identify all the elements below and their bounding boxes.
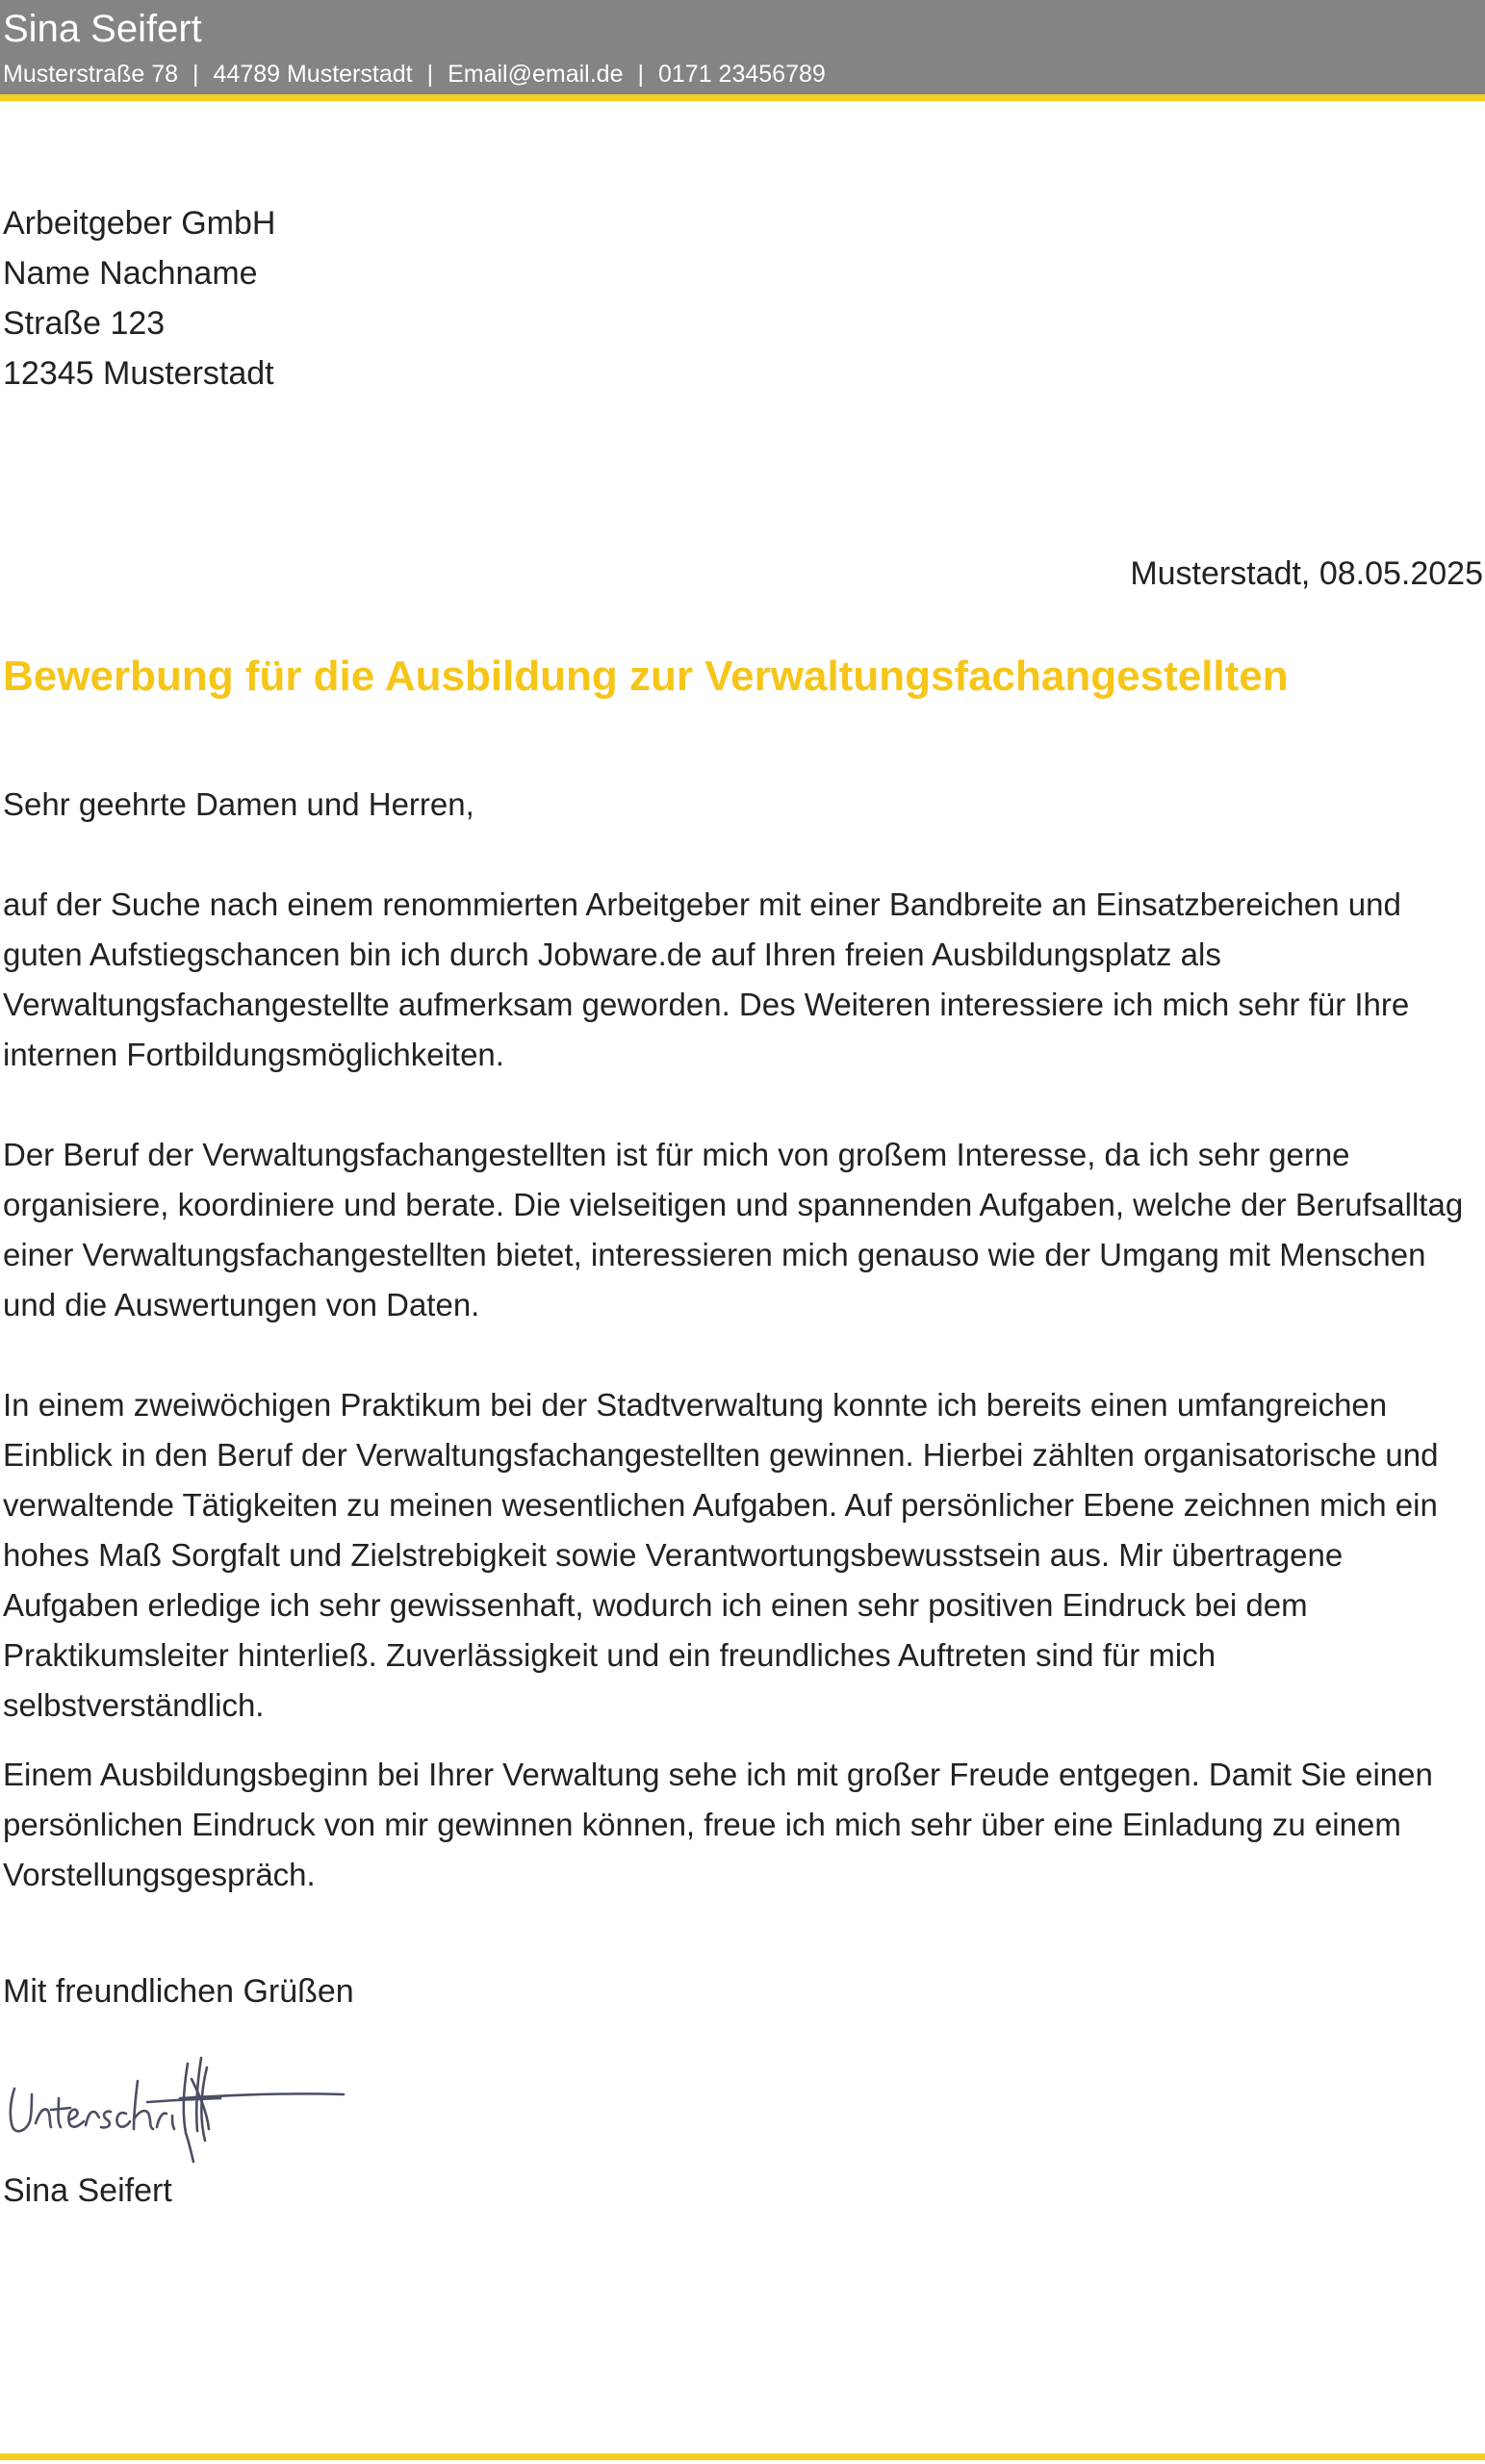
paragraph: Einem Ausbildungsbeginn bei Ihrer Verwaltung sehe ich mit großer Freude entgegen. Damit Sie einen persönlichen Eindruck von mir gewinnen können, freue ich mich sehr über eine Einladung zu einem Vorstellungsgespräch. [3, 1757, 1433, 1892]
salutation: Sehr geehrte Damen und Herren, [3, 786, 474, 822]
sender-contact-line [3, 60, 826, 89]
recipient-contact: Name Nachname [3, 255, 258, 292]
separator: | [637, 61, 644, 88]
sender-city: 44789 Musterstadt [213, 61, 413, 88]
letter-body [3, 780, 1481, 1900]
date-line: Musterstadt, 08.05.2025 [1130, 555, 1483, 592]
signer-name: Sina Seifert [3, 2172, 172, 2209]
paragraph: Der Beruf der Verwaltungsfachangestellten ist für mich von großem Interesse, da ich sehr gerne organisiere, koordiniere und berate. Die vielseitigen und spannenden Aufgaben, welche der Berufsalltag einer Verwaltungsfachangestellten bietet, interessieren mich genauso wie der Umgang mit Menschen und die Auswertungen von Daten. [3, 1137, 1464, 1322]
sender-phone: 0171 23456789 [657, 61, 826, 88]
footer-divider [0, 2453, 1485, 2460]
sender-email: Email@email.de [448, 61, 624, 88]
paragraph: auf der Suche nach einem renommierten Arbeitgeber mit einer Bandbreite an Einsatzbereichen und guten Aufstiegschancen bin ich durch Jobware.de auf Ihren freien Ausbildungsplatz als Verwaltungsfachangestellte aufmerksam geworden. Des Weiteren interessiere ich mich sehr für Ihre internen Fortbildungsmöglichkeiten. [3, 886, 1410, 1072]
handwritten-signature [3, 2040, 349, 2175]
recipient-address-block [3, 198, 275, 398]
recipient-street: Straße 123 [3, 305, 166, 342]
recipient-company: Arbeitgeber GmbH [3, 205, 276, 242]
sender-name: Sina Seifert [3, 8, 202, 50]
sender-address: Musterstraße 78 [3, 61, 179, 88]
closing: Mit freundlichen Grüßen [3, 1973, 354, 2010]
paragraph: In einem zweiwöchigen Praktikum bei der Stadtverwaltung konnte ich bereits einen umfangreichen Einblick in den Beruf der Verwaltungsfachangestellten gewinnen. Hierbei zählten organisatorische und verwaltende Tätigkeiten zu meinen wesentlichen Aufgaben. Auf persönlicher Ebene zeichnen mich ein hohes Maß Sorgfalt und Zielstrebigkeit sowie Verantwortungsbewusstsein aus. Mir übertragene Aufgaben erledige ich sehr gewissenhaft, wodurch ich einen sehr positiven Eindruck bei dem Praktikumsleiter hinterließ. Zuverlässigkeit und ein freundliches Auftreten sind für mich selbstverständlich. [3, 1387, 1439, 1723]
separator: | [192, 61, 199, 88]
separator: | [426, 61, 434, 88]
recipient-city: 12345 Musterstadt [3, 355, 274, 392]
subject-heading: Bewerbung für die Ausbildung zur Verwaltungsfachangestellten [3, 653, 1289, 700]
letterhead [0, 0, 1485, 101]
